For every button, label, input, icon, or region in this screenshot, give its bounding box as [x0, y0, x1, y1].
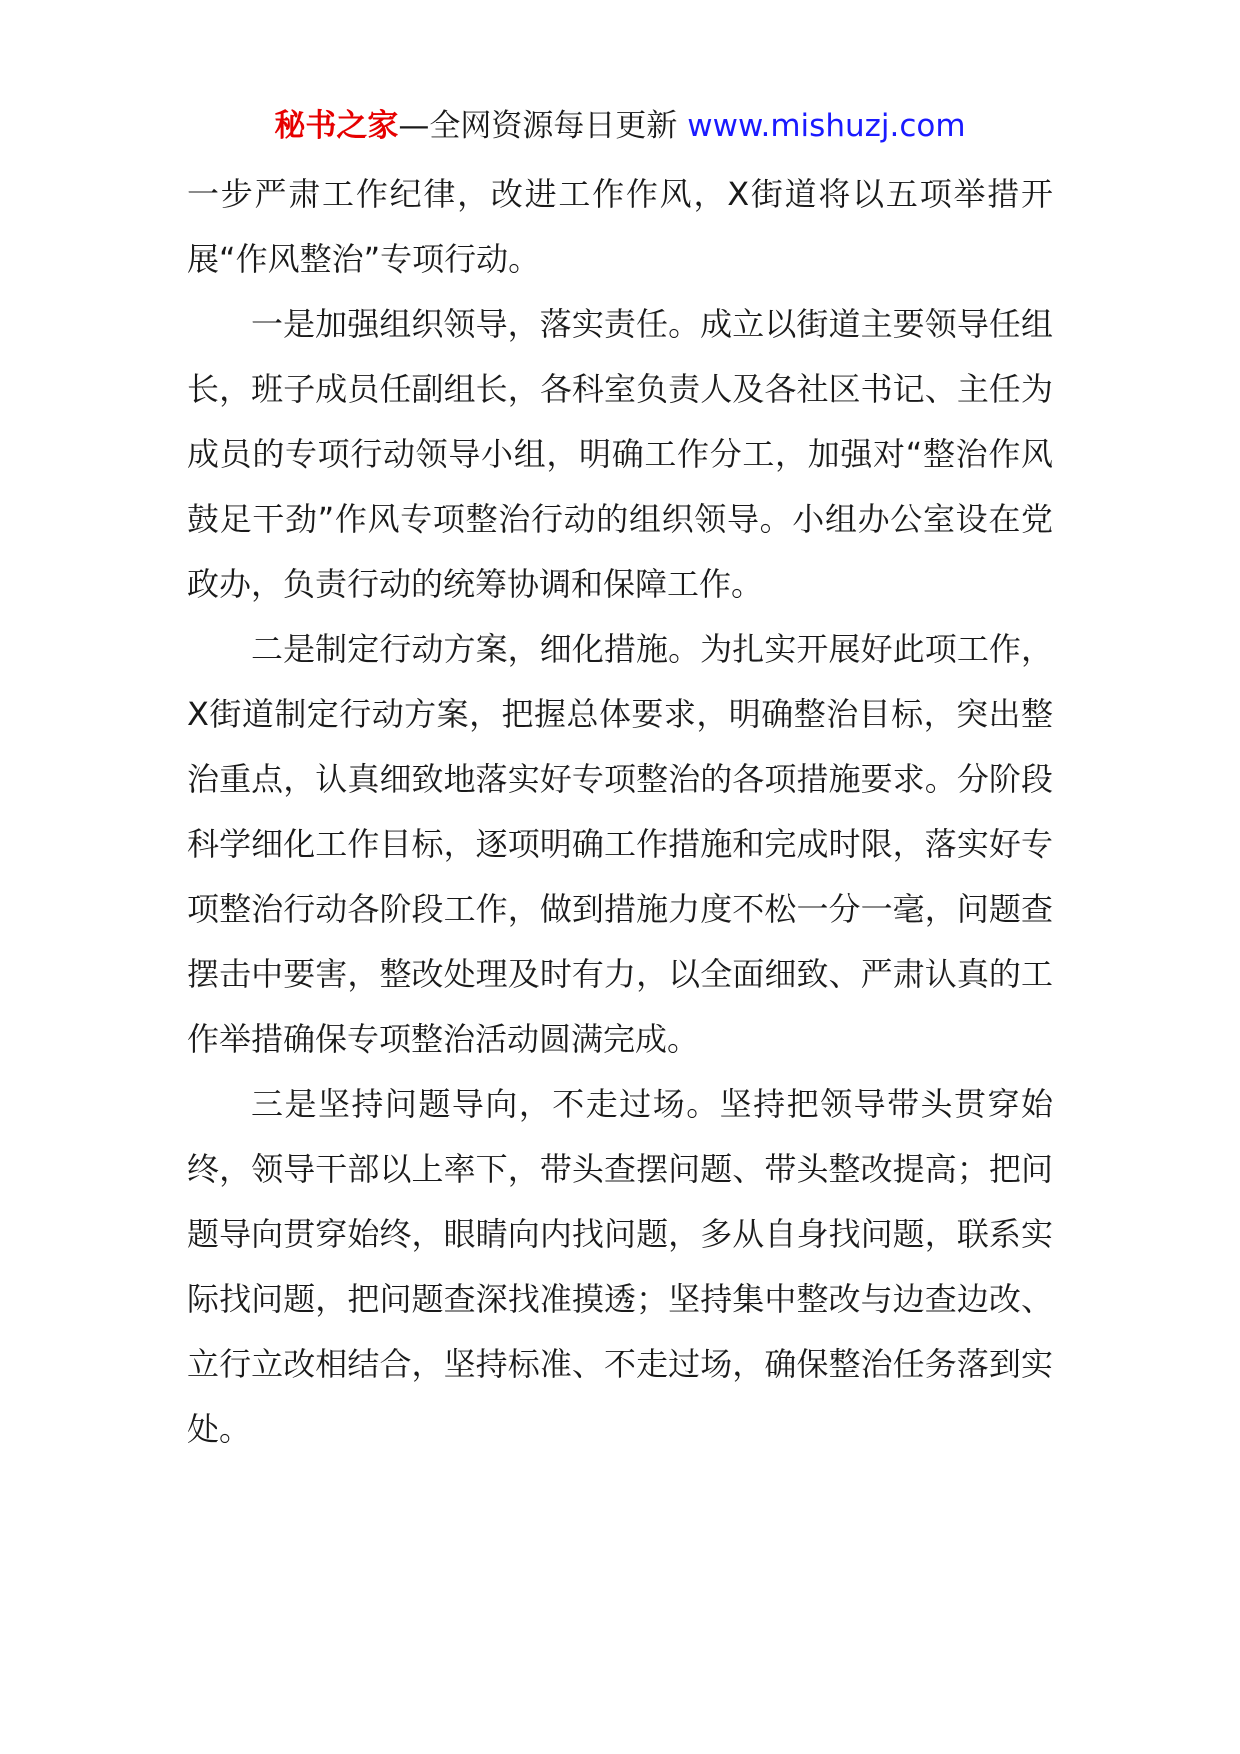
document-body [187, 162, 1053, 1462]
website-link[interactable]: www.mishuzj.com [687, 108, 966, 144]
brand-name: 秘书之家 [274, 108, 399, 144]
paragraph-action-plan: 二是制定行动方案，细化措施。为扎实开展好此项工作，X街道制定行动方案，把握总体要求，明确整治目标，突出整治重点，认真细致地落实好专项整治的各项措施要求。分阶段科学细化工作目标，逐项明确工作措施和完成时限，落实好专项整治行动各阶段工作，做到措施力度不松一分一毫，问题查摆击中要害，整改处理及时有力，以全面细致、严肃认真的工作举措确保专项整治活动圆满完成。 [187, 630, 1053, 1058]
paragraph-organization: 一是加强组织领导，落实责任。成立以街道主要领导任组长，班子成员任副组长，各科室负责人及各社区书记、主任为成员的专项行动领导小组，明确工作分工，加强对“整治作风鼓足干劲”作风专项整治行动的组织领导。小组办公室设在党政办，负责行动的统筹协调和保障工作。 [187, 305, 1053, 603]
page-header [0, 98, 1240, 154]
header-tagline: —全网资源每日更新 [398, 108, 678, 144]
paragraph-continued: 一步严肃工作纪律，改进工作作风，X街道将以五项举措开展“作风整治”专项行动。 [187, 175, 1053, 278]
paragraph-problem-oriented: 三是坚持问题导向，不走过场。坚持把领导带头贯穿始终，领导干部以上率下，带头查摆问题、带头整改提高；把问题导向贯穿始终，眼睛向内找问题，多从自身找问题，联系实际找问题，把问题查深找准摸透；坚持集中整改与边查边改、立行立改相结合，坚持标准、不走过场，确保整治任务落到实处。 [187, 1085, 1053, 1448]
